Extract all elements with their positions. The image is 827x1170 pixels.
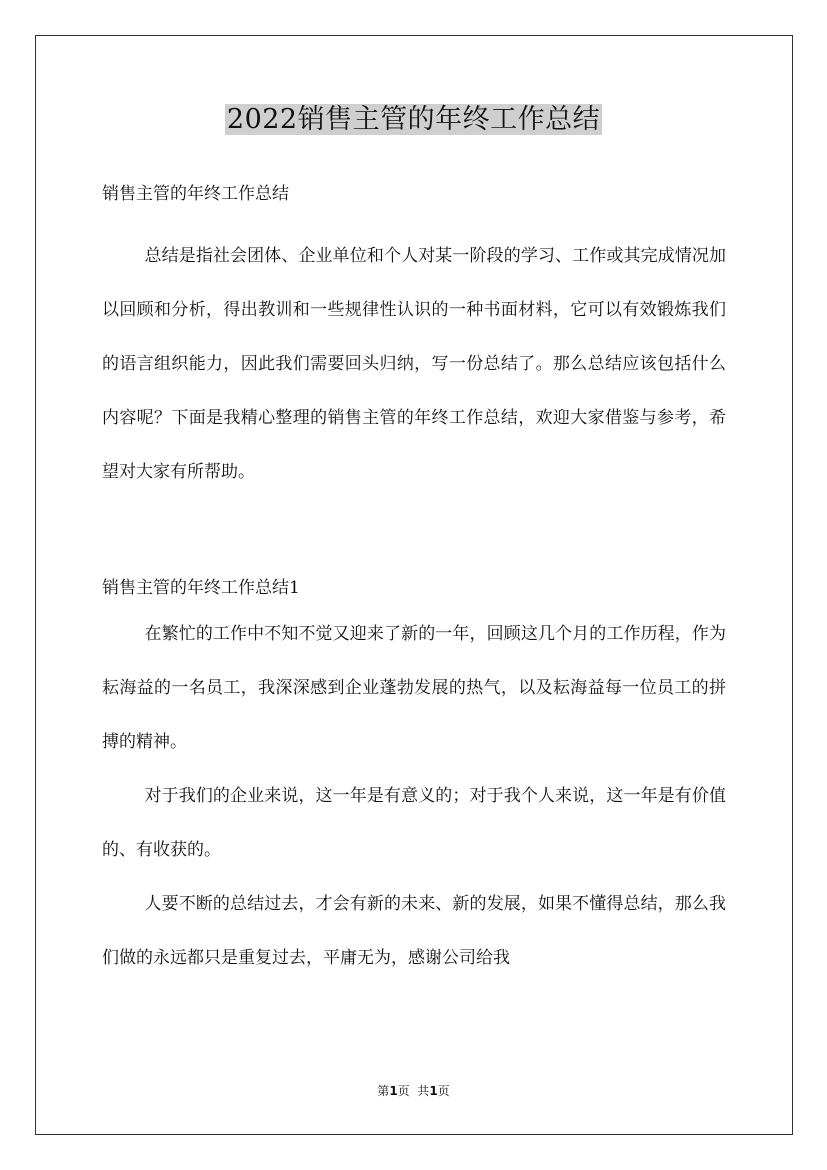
section-1-paragraph-2: 对于我们的企业来说，这一年是有意义的；对于我个人来说，这一年是有价值的、有收获的。 xyxy=(102,786,726,860)
page-number-current: 1 xyxy=(389,1084,398,1098)
document-title xyxy=(0,100,827,140)
section-1-paragraph-1: 在繁忙的工作中不知不觉又迎来了新的一年，回顾这几个月的工作历程，作为耘海益的一名员工，我深深感到企业蓬勃发展的热气，以及耘海益每一位员工的拼搏的精神。 xyxy=(102,624,726,752)
document-title-text: 2022销售主管的年终工作总结 xyxy=(226,104,601,135)
section-spacer xyxy=(102,499,726,569)
intro-paragraph: 总结是指社会团体、企业单位和个人对某一阶段的学习、工作或其完成情况加以回顾和分析，得出教训和一些规律性认识的一种书面材料，它可以有效锻炼我们的语言组织能力，因此我们需要回头归纳，写一份总结了。那么总结应该包括什么内容呢？下面是我精心整理的销售主管的年终工作总结，欢迎大家借鉴与参考，希望对大家有所帮助。 xyxy=(102,246,726,482)
section-1-heading: 销售主管的年终工作总结1 xyxy=(102,578,300,598)
page-number-mid: 页 共 xyxy=(397,1084,430,1098)
document-body xyxy=(102,175,726,985)
section-1-paragraph-3: 人要不断的总结过去，才会有新的未来、新的发展，如果不懂得总结，那么我们做的永远都只是重复过去，平庸无为，感谢公司给我 xyxy=(102,894,726,968)
page-number-suffix: 页 xyxy=(437,1084,450,1098)
page-footer xyxy=(0,1082,827,1100)
document-subtitle: 销售主管的年终工作总结 xyxy=(102,184,289,204)
page-number-total: 1 xyxy=(429,1084,438,1098)
page-number-prefix: 第 xyxy=(377,1084,390,1098)
